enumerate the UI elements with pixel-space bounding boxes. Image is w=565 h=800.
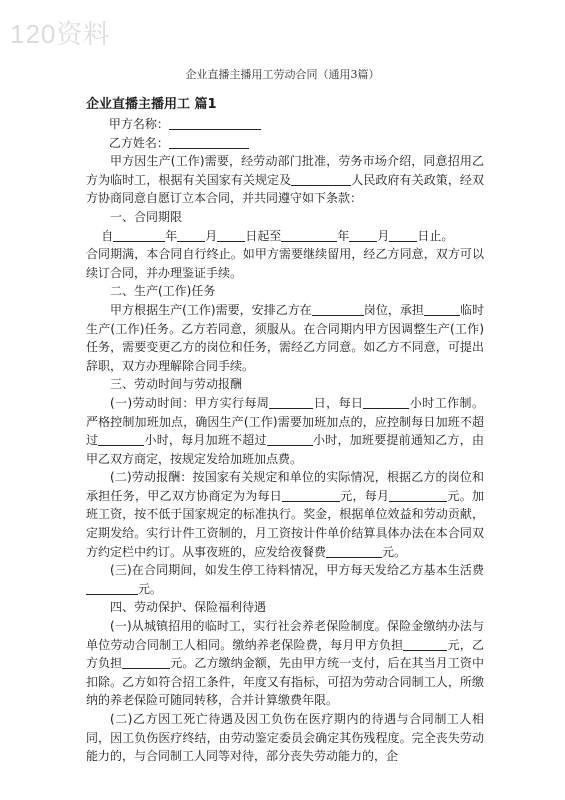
pay-text-4: 元。 — [382, 544, 407, 559]
start-year-blank — [113, 228, 165, 242]
start-day-blank — [217, 228, 245, 242]
task-blank — [424, 302, 460, 316]
party-a-label: 甲方名称： — [108, 117, 169, 131]
intro-blank — [291, 172, 351, 186]
heading-insurance: 四、劳动保护、保险福利待遇 — [110, 600, 267, 615]
start-month-blank — [177, 228, 205, 242]
insurance-text-1: (一)从城镇招用的临时工，实行社会养老保险制度。保险金缴纳办法与单位劳动合同制工人相同。缴纳养老保险费，每月甲方负担 — [86, 619, 484, 652]
party-b-blank — [169, 135, 249, 149]
party-a-line — [86, 115, 484, 134]
post-blank — [312, 302, 364, 316]
task-text-1: 甲方根据生产(工作)需要，安排乙方在 — [110, 302, 312, 317]
hours-text-1: (一)劳动时间：甲方实行每周 — [110, 395, 270, 410]
pay-text-3: 元。加班工资，按不低于国家规定的标准执行。奖金，根据单位效益和劳动贡献，定期发给。实行计件工资制的，月工资按计件单价结算具体办法在本合同双方约定栏中约订。从事夜班的，应发给夜餐费 — [86, 488, 484, 559]
task-paragraph — [86, 301, 484, 375]
hours-text-2: 日，每日 — [313, 395, 364, 410]
stoppage-paragraph — [86, 561, 484, 598]
monthly-overtime-blank — [267, 432, 313, 446]
end-month-blank — [349, 228, 377, 242]
year-label: 年 — [165, 228, 178, 243]
party-a-blank — [169, 116, 261, 130]
task-text-3: 临时生产(工作)任务。乙方若同意，须服从。在合同期内甲方因调整生产(工作)任务，需要变更乙方的岗位和任务，需经乙方同意。如乙方不同意，可提出辞职，双方办理解除合同手续。 — [86, 302, 484, 373]
party-b-line — [86, 134, 484, 153]
document-title: 企业直播主播用工劳动合同（通用3篇） — [185, 68, 380, 81]
heading-term: 一、合同期限 — [110, 209, 183, 224]
night-meal-blank — [326, 544, 382, 558]
monthly-pay-blank — [389, 488, 447, 502]
task-text-2: 岗位，承担 — [363, 302, 424, 317]
pay-text-2: 元，每月 — [339, 488, 390, 503]
injury-paragraph: (二)乙方因工死亡待遇及因工负伤在医疗期内的待遇与合同制工人相同，因工负伤医疗终结，由劳动鉴定委员会确定其伤残程度。完全丧失劳动能力的，与合同制工人同等对待，部分丧失劳动能力的，企 — [86, 712, 484, 764]
stoppage-text-1: (三)在合同期间，如发生停工待料情况，甲方每天发给乙方基本生活费 — [110, 563, 484, 578]
intro-paragraph — [86, 152, 484, 208]
party-b-label: 乙方姓名： — [108, 135, 169, 150]
day-end-label: 日止。 — [417, 228, 454, 243]
year-label: 年 — [337, 228, 350, 243]
pay-text-1: (二)劳动报酬：按国家有关规定和单位的实际情况，根据乙方的岗位和承担任务，甲乙双方协商定为为每日 — [86, 470, 484, 503]
hours-text-4: 小时，每月加班不超过 — [144, 433, 267, 448]
pay-paragraph — [86, 468, 484, 561]
daily-overtime-blank — [98, 432, 144, 446]
hours-text-5: 小时，加班要提前通知乙方，由甲乙双方商定，按规定发给加班加点费。 — [86, 433, 484, 466]
section-title: 企业直播主播用工 篇1 — [86, 97, 217, 112]
hours-text-3: 小时工作制。严格控制加班加点，确因生产(工作)需要加班加点的，应控制每日加班不超过 — [86, 395, 484, 448]
living-allowance-blank — [86, 581, 138, 595]
month-label: 月 — [205, 228, 218, 243]
intro-text-2: 人民政府有关政策，经双方协商同意自愿订立本合同，并共同遵守如下条款： — [86, 172, 484, 206]
end-day-blank — [389, 228, 417, 242]
days-per-week-blank — [269, 395, 313, 409]
heading-hours-pay: 三、劳动时间与劳动报酬 — [110, 377, 243, 392]
term-from: 自 — [101, 228, 114, 243]
watermark: 120资料 — [10, 19, 111, 49]
employee-share-blank — [122, 655, 170, 669]
hours-paragraph — [86, 394, 484, 468]
month-label: 月 — [377, 228, 390, 243]
intro-text-1: 甲方因生产(工作)需要，经劳动部门批准，劳务市场介绍，同意招用乙方为临时工，根据有关国家有关规定及 — [86, 154, 484, 187]
document-body — [86, 95, 484, 766]
employer-share-blank — [403, 637, 447, 651]
stoppage-text-2: 元。 — [138, 581, 163, 596]
term-dates-line — [86, 227, 484, 246]
end-year-blank — [281, 228, 337, 242]
insurance-text-2: 元，乙方负担 — [86, 637, 484, 671]
insurance-paragraph — [86, 617, 484, 710]
daily-pay-blank — [282, 488, 340, 502]
hours-per-day-blank — [363, 395, 409, 409]
heading-task: 二、生产(工作)任务 — [110, 284, 216, 299]
insurance-text-3: 元。乙方缴纳金额，先由甲方统一支付，后在其当月工资中扣除。乙方如符合招工条件，年度又有指标，可招为劳动合同制工人，所缴纳的养老保险可随同转移，合并计算缴费年限。 — [86, 656, 484, 708]
day-until-label: 日起至 — [245, 228, 282, 243]
term-paragraph: 合同期满，本合同自行终止。如甲方需要继续留用，经乙方同意，双方可以续订合同，并办理鉴证手续。 — [86, 247, 484, 280]
